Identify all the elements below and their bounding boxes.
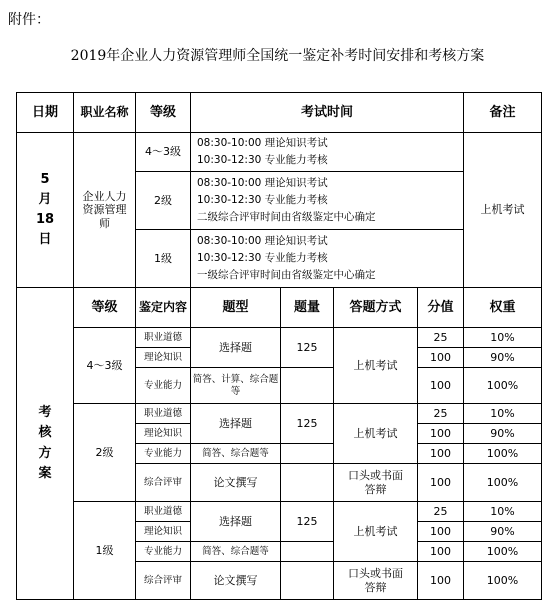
schedule-times: 08:30-10:00 理论知识考试 10:30-12:30 专业能力考核 二级综合评审时间由省级鉴定中心确定 bbox=[191, 172, 464, 230]
assess-count-empty bbox=[281, 444, 334, 464]
assess-count: 125 bbox=[281, 502, 334, 542]
assess-weight: 90% bbox=[464, 424, 542, 444]
assess-weight: 10% bbox=[464, 328, 542, 348]
assess-content: 职业道德 bbox=[136, 502, 191, 522]
assess-content: 职业道德 bbox=[136, 328, 191, 348]
assess-method: 上机考试 bbox=[334, 404, 418, 464]
assess-weight: 10% bbox=[464, 404, 542, 424]
assess-type: 选择题 bbox=[191, 404, 281, 444]
assess-weight: 90% bbox=[464, 522, 542, 542]
assess-type: 选择题 bbox=[191, 328, 281, 368]
assess-content: 理论知识 bbox=[136, 522, 191, 542]
schedule-row bbox=[17, 133, 542, 172]
document-title: 2019年企业人力资源管理师全国统一鉴定补考时间安排和考核方案 bbox=[70, 48, 485, 64]
assess-count: 125 bbox=[281, 328, 334, 368]
assess-method: 上机考试 bbox=[334, 502, 418, 562]
assess-level: 4～3级 bbox=[74, 328, 136, 404]
assessment-header-row bbox=[17, 288, 542, 328]
schedule-times: 08:30-10:00 理论知识考试 10:30-12:30 专业能力考核 一级综合评审时间由省级鉴定中心确定 bbox=[191, 230, 464, 288]
assess-count-empty bbox=[281, 368, 334, 404]
assess-type: 简答、综合题等 bbox=[191, 542, 281, 562]
exam-date: 5 月 18 日 bbox=[17, 133, 74, 288]
assess-type: 论文撰写 bbox=[191, 464, 281, 502]
header-assess-level: 等级 bbox=[74, 288, 136, 328]
assess-type: 选择题 bbox=[191, 502, 281, 542]
assess-weight: 100% bbox=[464, 464, 542, 502]
assess-type: 论文撰写 bbox=[191, 562, 281, 600]
schedule-note: 上机考试 bbox=[464, 133, 542, 288]
schedule-times: 08:30-10:00 理论知识考试 10:30-12:30 专业能力考核 bbox=[191, 133, 464, 172]
assess-content: 综合评审 bbox=[136, 464, 191, 502]
assess-type: 简答、计算、综合题等 bbox=[191, 368, 281, 404]
schedule-level: 4～3级 bbox=[136, 133, 191, 172]
assess-count-empty bbox=[281, 562, 334, 600]
assess-content: 专业能力 bbox=[136, 368, 191, 404]
header-assess-score: 分值 bbox=[418, 288, 464, 328]
header-assess-method: 答题方式 bbox=[334, 288, 418, 328]
assess-content: 专业能力 bbox=[136, 444, 191, 464]
assess-weight: 100% bbox=[464, 368, 542, 404]
assess-score: 100 bbox=[418, 444, 464, 464]
assessment-row bbox=[17, 328, 542, 348]
assess-score: 100 bbox=[418, 562, 464, 600]
assess-method: 上机考试 bbox=[334, 328, 418, 404]
assess-level: 2级 bbox=[74, 404, 136, 502]
assess-score: 100 bbox=[418, 522, 464, 542]
job-name: 企业人力资源管理师 bbox=[74, 133, 136, 288]
assess-content: 职业道德 bbox=[136, 404, 191, 424]
assess-method: 口头或书面答辩 bbox=[334, 464, 418, 502]
assessment-label: 考 核 方 案 bbox=[17, 288, 74, 600]
assess-content: 综合评审 bbox=[136, 562, 191, 600]
assess-weight: 100% bbox=[464, 542, 542, 562]
header-assess-content: 鉴定内容 bbox=[136, 288, 191, 328]
assess-weight: 90% bbox=[464, 348, 542, 368]
assess-score: 25 bbox=[418, 404, 464, 424]
assess-score: 25 bbox=[418, 502, 464, 522]
assess-count: 125 bbox=[281, 404, 334, 444]
exam-table bbox=[16, 92, 542, 600]
assess-weight: 100% bbox=[464, 444, 542, 464]
header-date: 日期 bbox=[17, 93, 74, 133]
assess-count-empty bbox=[281, 542, 334, 562]
assess-score: 25 bbox=[418, 328, 464, 348]
schedule-header-row bbox=[17, 93, 542, 133]
header-assess-count: 题量 bbox=[281, 288, 334, 328]
schedule-level: 2级 bbox=[136, 172, 191, 230]
assessment-row bbox=[17, 404, 542, 424]
assessment-row bbox=[17, 502, 542, 522]
assess-content: 专业能力 bbox=[136, 542, 191, 562]
header-job: 职业名称 bbox=[74, 93, 136, 133]
assess-count-empty bbox=[281, 464, 334, 502]
header-level: 等级 bbox=[136, 93, 191, 133]
header-assess-weight: 权重 bbox=[464, 288, 542, 328]
assess-method: 口头或书面答辩 bbox=[334, 562, 418, 600]
assess-score: 100 bbox=[418, 464, 464, 502]
assess-score: 100 bbox=[418, 424, 464, 444]
header-assess-type: 题型 bbox=[191, 288, 281, 328]
attachment-label: 附件： bbox=[8, 12, 50, 28]
assess-score: 100 bbox=[418, 348, 464, 368]
schedule-level: 1级 bbox=[136, 230, 191, 288]
assess-content: 理论知识 bbox=[136, 348, 191, 368]
header-exam-time: 考试时间 bbox=[191, 93, 464, 133]
assess-type: 简答、综合题等 bbox=[191, 444, 281, 464]
assess-weight: 10% bbox=[464, 502, 542, 522]
assess-score: 100 bbox=[418, 368, 464, 404]
assess-weight: 100% bbox=[464, 562, 542, 600]
assess-score: 100 bbox=[418, 542, 464, 562]
assess-content: 理论知识 bbox=[136, 424, 191, 444]
header-note: 备注 bbox=[464, 93, 542, 133]
assess-level: 1级 bbox=[74, 502, 136, 600]
